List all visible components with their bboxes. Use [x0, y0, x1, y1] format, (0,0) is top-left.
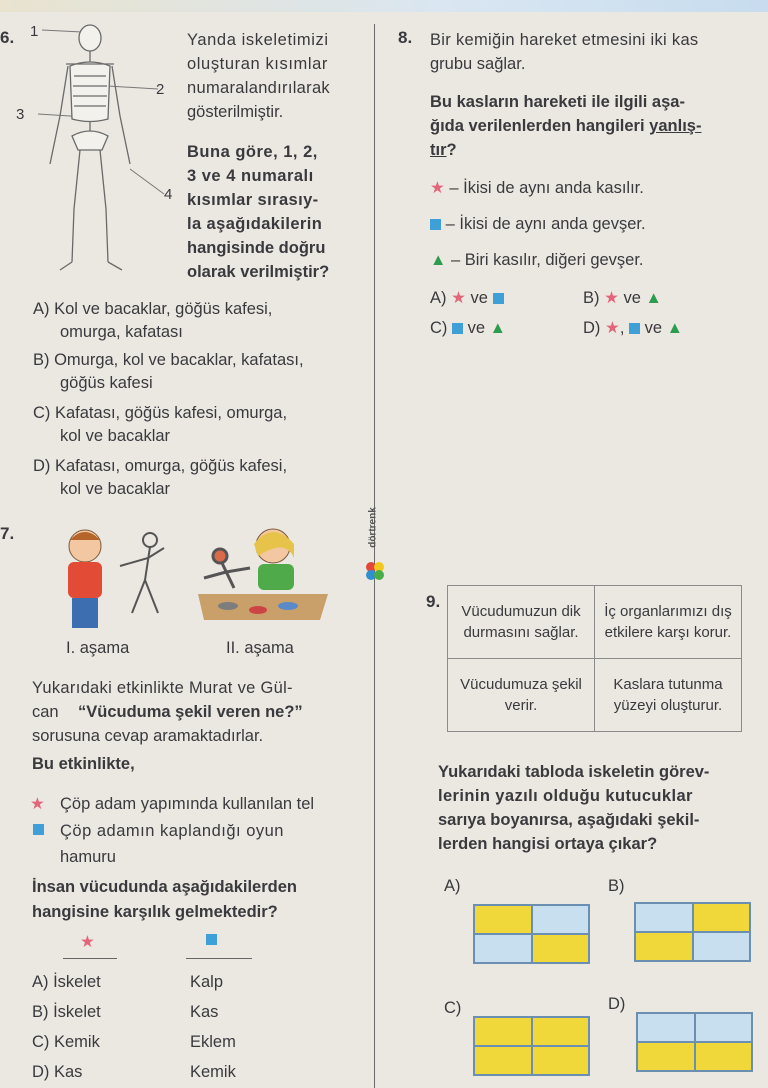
q7-question-line1: İnsan vücudunda aşağıdakilerden	[32, 878, 297, 896]
q7-option-d-left: D) Kas	[32, 1063, 83, 1081]
answer-line	[186, 958, 252, 959]
q9-question-line: Yukarıdaki tabloda iskeletin görev-	[438, 763, 710, 781]
answer-line	[63, 958, 117, 959]
stage-2-label: II. aşama	[226, 639, 294, 657]
q8-statement-square	[430, 212, 646, 236]
grid-cell-blue	[693, 932, 751, 961]
q8-option-d[interactable]: D) ★, ve ▲	[583, 319, 683, 337]
grid-cell-blue	[637, 1013, 695, 1042]
q9-option-a-grid[interactable]	[473, 904, 590, 964]
blue-square-icon	[493, 293, 504, 304]
table-row	[448, 586, 742, 659]
q9-option-c-label: C)	[444, 999, 462, 1017]
q6-question-line: olarak verilmiştir?	[187, 263, 330, 281]
publisher-mark-icon	[364, 560, 386, 582]
q6-option-d-line2: kol ve bacaklar	[60, 480, 171, 498]
q7-intro: Bu etkinlikte,	[32, 755, 135, 773]
q8-statement-3: – Biri kasılır, diğeri gevşer.	[450, 251, 644, 269]
skeleton-label-2: 2	[156, 81, 165, 98]
skeleton-label-4: 4	[164, 186, 173, 203]
top-band	[0, 0, 768, 12]
grid-cell-yellow	[474, 1046, 532, 1075]
q8-option-c-ve: ve	[467, 319, 486, 337]
q8-option-c-label: C)	[430, 319, 448, 337]
q9-question-line: sarıya boyanırsa, aşağıdaki şekil-	[438, 811, 700, 829]
q8-question-line3	[430, 138, 457, 162]
question-6-number: 6.	[0, 28, 15, 47]
q8-option-b-label: B)	[583, 289, 600, 307]
q7-option-d-right: Kemik	[190, 1063, 236, 1081]
q7-option-c-right: Eklem	[190, 1033, 236, 1051]
q6-question-line: la aşağıdakilerin	[187, 215, 323, 233]
grid-cell-yellow	[532, 1046, 590, 1075]
q8-option-d-label: D)	[583, 319, 601, 337]
q6-text-line: gösterilmiştir.	[187, 103, 284, 121]
q9-option-b-grid[interactable]	[634, 902, 751, 962]
q8-option-a[interactable]	[430, 286, 504, 310]
grid-cell-yellow	[474, 1017, 532, 1046]
stage-2-illustration	[198, 518, 328, 633]
grid-cell-yellow	[635, 932, 693, 961]
q8-text-line2: grubu sağlar.	[430, 55, 526, 73]
skeleton-label-1: 1	[30, 23, 39, 40]
star-icon: ★	[430, 179, 445, 197]
q8-statement-star	[430, 176, 644, 200]
q8-option-d-ve: ve	[644, 319, 663, 337]
question-8-number: 8.	[398, 28, 413, 47]
grid-cell-yellow	[695, 1042, 753, 1071]
grid-cell-yellow	[532, 934, 590, 963]
q6-question-line: 3 ve 4 numaralı	[187, 167, 314, 185]
grid-cell-yellow	[532, 1017, 590, 1046]
q8-question-mark: ?	[446, 141, 457, 159]
table-cell: Vücudumuzun dik durmasını sağlar.	[448, 586, 595, 659]
grid-cell-yellow	[693, 903, 751, 932]
q6-text-line: oluşturan kısımlar	[187, 55, 329, 73]
blue-square-icon	[452, 323, 463, 334]
q6-option-c-line1: C) Kafatası, göğüs kafesi, omurga,	[33, 404, 288, 422]
q6-option-c-line2: kol ve bacaklar	[60, 427, 171, 445]
table-cell: İç organlarımızı dış etkilere karşı korur.	[595, 586, 742, 659]
stage-1-illustration	[60, 518, 170, 633]
grid-cell-blue	[474, 934, 532, 963]
q8-text-line1: Bir kemiğin hareket etmesini iki kas	[430, 31, 699, 49]
grid-cell-yellow	[637, 1042, 695, 1071]
star-icon: ★	[605, 319, 620, 337]
q9-option-a-label: A)	[444, 877, 461, 895]
q6-text-line: Yanda iskeletimizi	[187, 31, 329, 49]
q7-option-b-right: Kas	[190, 1003, 219, 1021]
table-cell: Vücudumuza şekil verir.	[448, 659, 595, 732]
q6-option-b-line2: göğüs kafesi	[60, 374, 153, 392]
q9-question-line: lerinin yazılı olduğu kutucuklar	[438, 787, 693, 805]
q9-option-b-label: B)	[608, 877, 625, 895]
star-icon: ★	[30, 795, 45, 813]
blue-square-icon	[206, 934, 217, 945]
q8-option-a-ve: ve	[470, 289, 488, 307]
grid-cell-blue	[695, 1013, 753, 1042]
q8-question-line2-text: ğıda verilenlerden hangileri	[430, 117, 645, 135]
q7-text-quote: “Vücuduma şekil veren ne?”	[78, 703, 303, 721]
blue-square-icon	[629, 323, 640, 334]
q8-statement-2: – İkisi de aynı anda gevşer.	[445, 215, 646, 233]
skeleton-illustration	[30, 24, 190, 279]
q8-question-line2	[430, 114, 701, 138]
q6-option-b-line1: B) Omurga, kol ve bacaklar, kafatası,	[33, 351, 304, 369]
triangle-icon: ▲	[489, 319, 506, 337]
table-row	[448, 659, 742, 732]
q9-option-d-grid[interactable]	[636, 1012, 753, 1072]
star-icon: ★	[604, 289, 619, 307]
q7-text-line: can	[32, 703, 59, 721]
q7-text-line: sorusuna cevap aramaktadırlar.	[32, 727, 264, 745]
q8-option-b-ve: ve	[623, 289, 641, 307]
q8-question-underlined: yanlış-	[649, 117, 702, 135]
grid-cell-blue	[635, 903, 693, 932]
q9-option-d-label: D)	[608, 995, 626, 1013]
q7-option-c-left: C) Kemik	[32, 1033, 100, 1051]
stage-1-label: I. aşama	[66, 639, 130, 657]
q7-item-2-line1: Çöp adamın kaplandığı oyun	[60, 822, 284, 840]
skeleton-label-3: 3	[16, 106, 25, 123]
q8-option-a-label: A)	[430, 289, 447, 307]
q7-item-2-line2: hamuru	[60, 848, 116, 866]
publisher-logo	[366, 498, 384, 578]
q6-question-line: hangisinde doğru	[187, 239, 326, 257]
grid-cell-blue	[532, 905, 590, 934]
triangle-icon: ▲	[666, 319, 683, 337]
q8-statement-triangle	[430, 248, 644, 272]
q8-option-b[interactable]	[583, 286, 662, 310]
q6-option-d-line1: D) Kafatası, omurga, göğüs kafesi,	[33, 457, 288, 475]
star-icon: ★	[451, 289, 466, 307]
q6-question-line: kısımlar sırasıy-	[187, 191, 319, 209]
q7-option-a-left: A) İskelet	[32, 973, 101, 991]
table-cell: Kaslara tutunma yüzeyi oluşturur.	[595, 659, 742, 732]
grid-cell-yellow	[474, 905, 532, 934]
q6-option-a-line1: A) Kol ve bacaklar, göğüs kafesi,	[33, 300, 273, 318]
triangle-icon: ▲	[430, 251, 447, 269]
q8-option-c[interactable]	[430, 316, 506, 340]
q9-table	[447, 585, 742, 732]
q7-text-line: Yukarıdaki etkinlikte Murat ve Gül-	[32, 679, 293, 697]
triangle-icon: ▲	[645, 289, 662, 307]
blue-square-icon	[33, 824, 44, 835]
q7-option-b-left: B) İskelet	[32, 1003, 101, 1021]
q8-question-line1: Bu kasların hareketi ile ilgili aşa-	[430, 93, 685, 111]
q7-question-line2: hangisine karşılık gelmektedir?	[32, 903, 278, 921]
q8-question-underlined-end: tır	[430, 141, 447, 159]
q6-option-a-line2: omurga, kafatası	[60, 323, 183, 341]
question-7-number: 7.	[0, 524, 15, 543]
q9-option-c-grid[interactable]	[473, 1016, 590, 1076]
question-9-number: 9.	[426, 592, 441, 611]
q7-option-a-right: Kalp	[190, 973, 224, 991]
publisher-name: dörtrenk	[367, 507, 379, 548]
star-icon: ★	[80, 933, 95, 951]
blue-square-icon	[430, 219, 441, 230]
q7-item-1: Çöp adam yapımında kullanılan tel	[60, 795, 315, 813]
q9-question-line: lerden hangisi ortaya çıkar?	[438, 835, 658, 853]
q6-question-line: Buna göre, 1, 2,	[187, 143, 318, 161]
q8-statement-1: – İkisi de aynı anda kasılır.	[449, 179, 644, 197]
q6-text-line: numaralandırılarak	[187, 79, 330, 97]
